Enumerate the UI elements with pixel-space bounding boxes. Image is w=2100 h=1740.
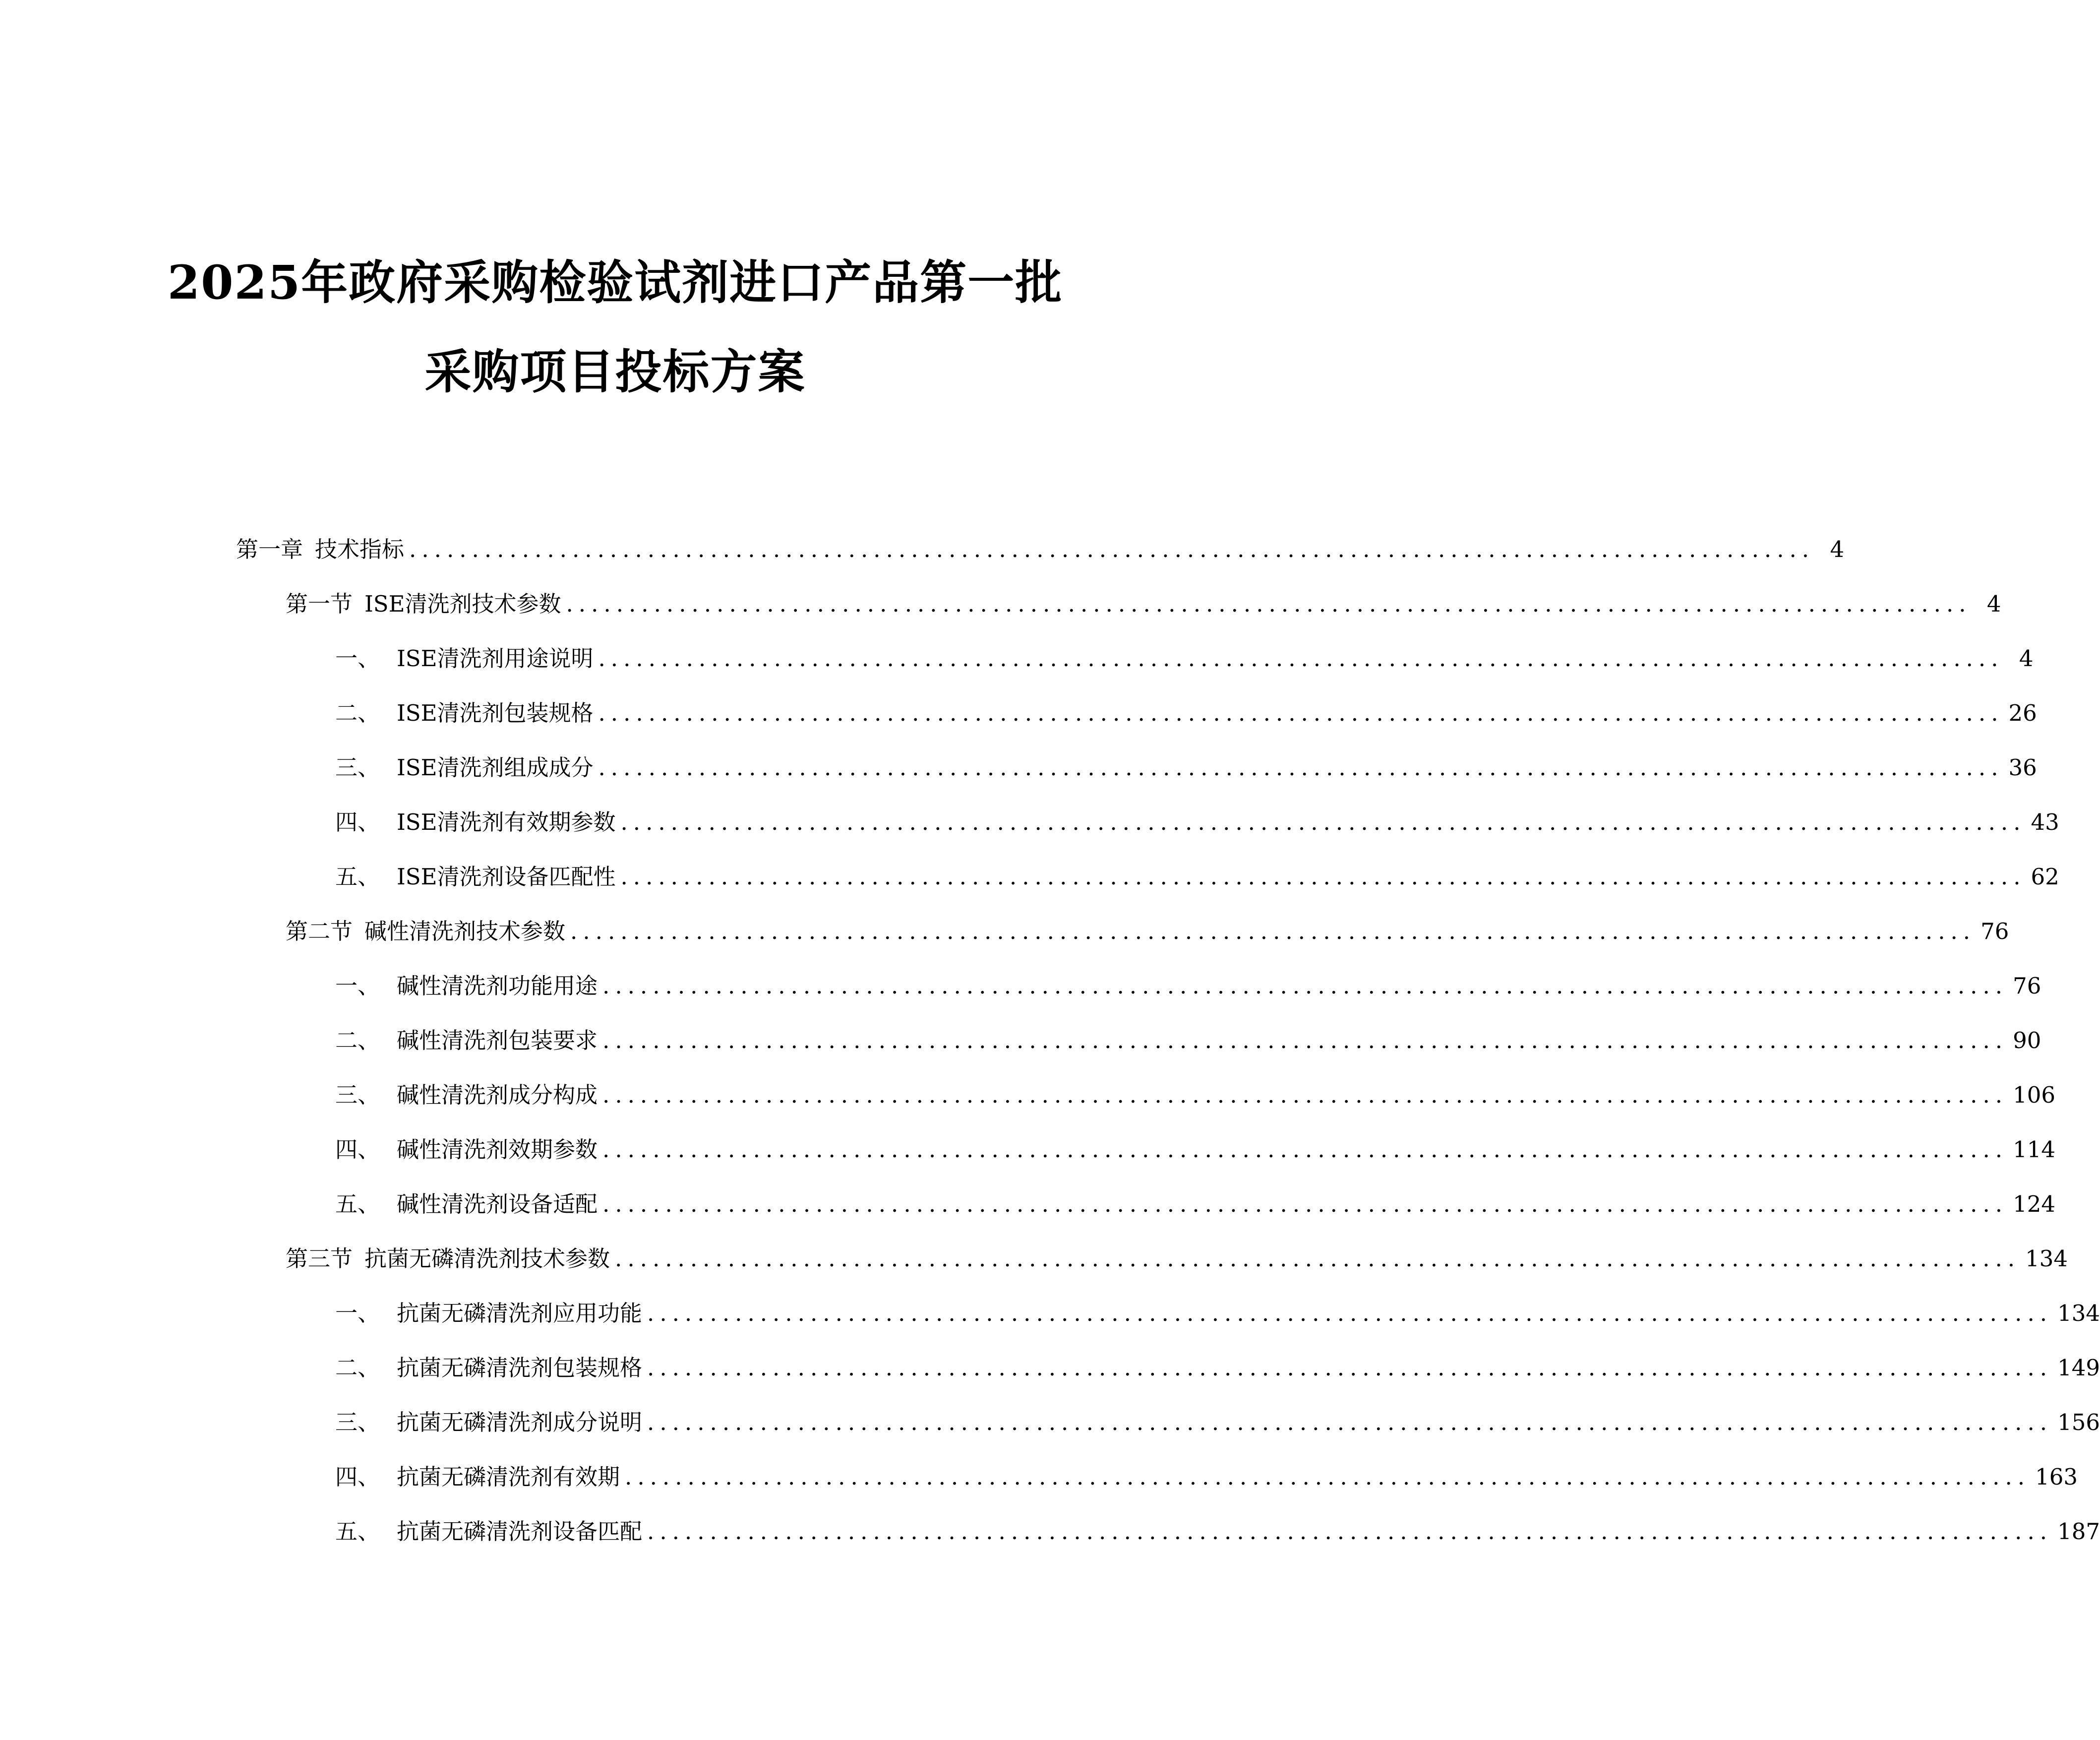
toc-entry-number: 一、 xyxy=(335,1300,380,1326)
toc-leader-dots: ................................................................................................................ xyxy=(620,864,2026,890)
toc-entry-title: 抗菌无磷清洗剂技术参数 xyxy=(364,1245,610,1272)
toc-entry-page: 4 xyxy=(1986,591,2001,617)
toc-entry[interactable] xyxy=(335,966,2041,1006)
toc-entry-title: 抗菌无磷清洗剂有效期 xyxy=(397,1464,620,1490)
toc-entry-title: 抗菌无磷清洗剂成分说明 xyxy=(397,1409,643,1435)
toc-entry[interactable] xyxy=(286,912,2009,951)
toc-entry-number: 三、 xyxy=(335,1409,380,1435)
toc-entry-title: 碱性清洗剂包装要求 xyxy=(397,1027,598,1054)
toc-entry-number: 三、 xyxy=(335,754,380,781)
toc-leader-dots: ................................................................................................................ xyxy=(598,645,2004,672)
toc-entry-number: 第一节 xyxy=(286,591,353,617)
toc-entry-number: 第一章 xyxy=(236,536,303,562)
toc-leader-dots: ................................................................................................................ xyxy=(598,754,2004,781)
toc-entry[interactable] xyxy=(335,693,2037,733)
toc-entry-page: 114 xyxy=(2013,1136,2055,1163)
toc-entry[interactable] xyxy=(236,530,1845,569)
toc-entry-number: 三、 xyxy=(335,1082,380,1108)
document-title-line1: 2025年政府采购检验试剂进口产品第一批 xyxy=(167,255,1063,310)
toc-entry[interactable] xyxy=(335,1294,2100,1333)
toc-entry-page: 90 xyxy=(2013,1027,2041,1054)
toc-entry-title: 碱性清洗剂技术参数 xyxy=(364,918,566,944)
document-title-line2: 采购项目投标方案 xyxy=(424,345,806,399)
toc-entry-page: 76 xyxy=(1980,918,2009,944)
toc-entry-number: 四、 xyxy=(335,1464,380,1490)
toc-entry-page: 62 xyxy=(2031,864,2059,890)
toc-entry-page: 76 xyxy=(2013,973,2041,999)
toc-entry[interactable] xyxy=(335,1130,2055,1170)
toc-entry-title: 抗菌无磷清洗剂应用功能 xyxy=(397,1300,643,1326)
toc-entry-number: 第二节 xyxy=(286,918,353,944)
toc-entry-number: 一、 xyxy=(335,645,380,672)
toc-entry[interactable] xyxy=(335,1021,2041,1060)
toc-entry[interactable] xyxy=(335,1075,2055,1115)
toc-leader-dots: ................................................................................................................ xyxy=(625,1464,2031,1490)
toc-entry-number: 四、 xyxy=(335,809,380,835)
toc-leader-dots: ................................................................................................................ xyxy=(602,1027,2008,1054)
toc-entry[interactable] xyxy=(335,639,2034,679)
toc-entry-title: 技术指标 xyxy=(315,536,405,562)
toc-leader-dots: ................................................................................................................ xyxy=(566,591,1972,617)
toc-leader-dots: ................................................................................................................ xyxy=(602,1082,2008,1108)
toc-entry-title: 碱性清洗剂设备适配 xyxy=(397,1191,598,1217)
toc-leader-dots: ................................................................................................................ xyxy=(647,1518,2053,1545)
toc-entry-title: 碱性清洗剂功能用途 xyxy=(397,973,598,999)
toc-entry-page: 163 xyxy=(2035,1464,2078,1490)
toc-entry-number: 五、 xyxy=(335,1191,380,1217)
toc-entry[interactable] xyxy=(286,584,2001,624)
toc-entry[interactable] xyxy=(335,748,2037,788)
toc-entry-page: 43 xyxy=(2031,809,2059,835)
toc-leader-dots: ................................................................................................................ xyxy=(647,1409,2053,1435)
toc-entry[interactable] xyxy=(335,1403,2100,1442)
toc-leader-dots: ................................................................................................................ xyxy=(620,809,2026,835)
toc-entry-number: 二、 xyxy=(335,1355,380,1381)
toc-entry-number: 四、 xyxy=(335,1136,380,1163)
toc-leader-dots: ................................................................................................................ xyxy=(647,1355,2053,1381)
toc-entry[interactable] xyxy=(286,1239,2068,1279)
toc-leader-dots: ................................................................................................................ xyxy=(409,536,1815,562)
toc-leader-dots: ................................................................................................................ xyxy=(602,1136,2008,1163)
toc-entry-title: ISE清洗剂技术参数 xyxy=(364,591,561,617)
toc-entry[interactable] xyxy=(335,1184,2055,1224)
toc-leader-dots: ................................................................................................................ xyxy=(602,1191,2008,1217)
toc-entry-page: 134 xyxy=(2025,1245,2068,1272)
toc-entry[interactable] xyxy=(335,1348,2100,1388)
toc-entry-page: 149 xyxy=(2057,1355,2100,1381)
toc-entry-number: 五、 xyxy=(335,1518,380,1545)
toc-entry-number: 第三节 xyxy=(286,1245,353,1272)
toc-entry-page: 106 xyxy=(2013,1082,2055,1108)
toc-entry-page: 4 xyxy=(1830,536,1845,562)
toc-entry-number: 二、 xyxy=(335,1027,380,1054)
toc-entry-title: ISE清洗剂有效期参数 xyxy=(397,809,616,835)
toc-entry[interactable] xyxy=(335,803,2059,842)
toc-entry-title: ISE清洗剂组成成分 xyxy=(397,754,594,781)
toc-entry-title: ISE清洗剂用途说明 xyxy=(397,645,594,672)
toc-entry-title: 抗菌无磷清洗剂设备匹配 xyxy=(397,1518,643,1545)
toc-entry-page: 156 xyxy=(2057,1409,2100,1435)
toc-entry[interactable] xyxy=(335,1512,2100,1552)
toc-entry-page: 26 xyxy=(2008,700,2037,726)
toc-entry-title: ISE清洗剂包装规格 xyxy=(397,700,594,726)
toc-leader-dots: ................................................................................................................ xyxy=(602,973,2008,999)
toc-entry-page: 4 xyxy=(2019,645,2034,672)
toc-leader-dots: ................................................................................................................ xyxy=(598,700,2004,726)
toc-entry-title: ISE清洗剂设备匹配性 xyxy=(397,864,616,890)
toc-entry-title: 碱性清洗剂效期参数 xyxy=(397,1136,598,1163)
toc-leader-dots: ................................................................................................................ xyxy=(570,918,1976,944)
toc-entry-number: 一、 xyxy=(335,973,380,999)
toc-entry-number: 五、 xyxy=(335,864,380,890)
toc-entry-number: 二、 xyxy=(335,700,380,726)
toc-entry[interactable] xyxy=(335,857,2059,897)
toc-entry-title: 碱性清洗剂成分构成 xyxy=(397,1082,598,1108)
toc-leader-dots: ................................................................................................................ xyxy=(615,1245,2021,1272)
toc-entry[interactable] xyxy=(335,1457,2078,1497)
toc-entry-page: 36 xyxy=(2008,754,2037,781)
toc-entry-title: 抗菌无磷清洗剂包装规格 xyxy=(397,1355,643,1381)
toc-leader-dots: ................................................................................................................ xyxy=(647,1300,2053,1326)
toc-entry-page: 124 xyxy=(2013,1191,2055,1217)
toc-entry-page: 187 xyxy=(2057,1518,2100,1545)
toc-entry-page: 134 xyxy=(2057,1300,2100,1326)
